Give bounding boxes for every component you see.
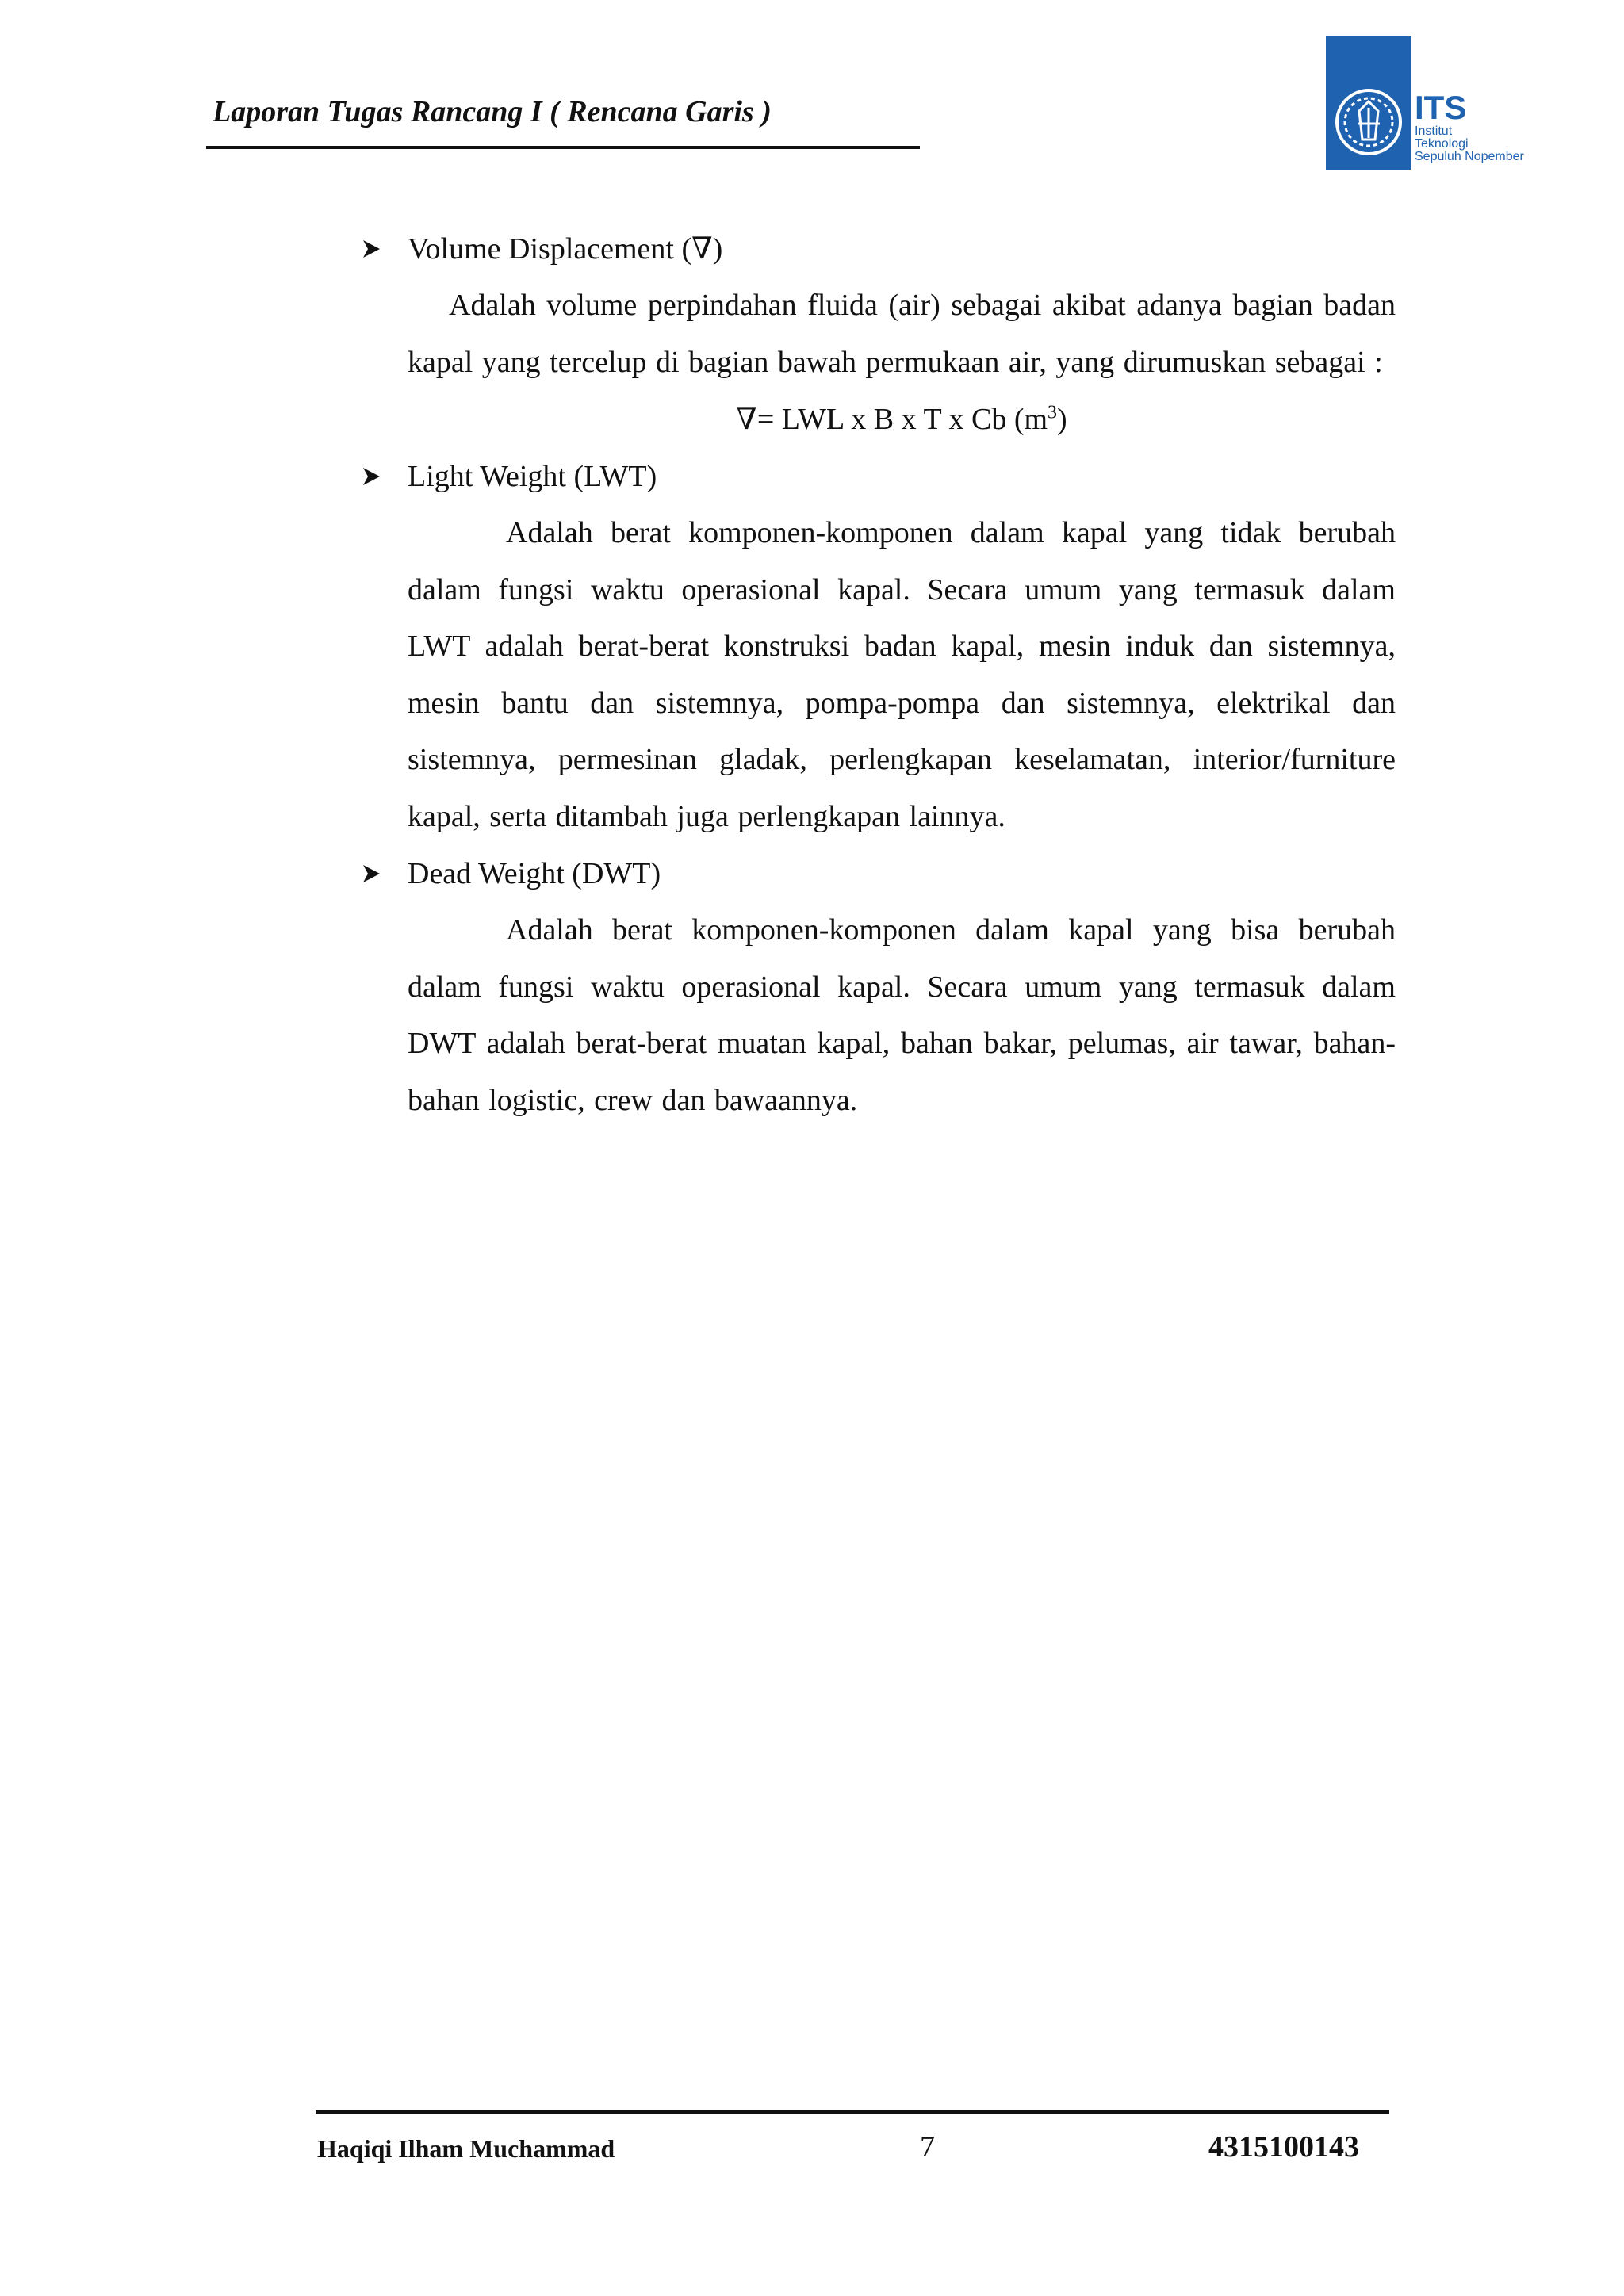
section-heading-dead-weight (355, 845, 1396, 902)
formula-end: ) (1057, 403, 1067, 436)
section-paragraph-volume-displacement: Adalah volume perpindahan fluida (air) sebagai akibat adanya bagian badan kapal yang tercelup di bagian bawah permukaan air, yang dirumuskan sebagai : (408, 289, 1396, 379)
section-heading-text: Volume Displacement (∇) (408, 232, 723, 266)
section-heading-text: Dead Weight (DWT) (408, 857, 661, 890)
footer-student-id: 4315100143 (1208, 2130, 1359, 2164)
arrow-bullet-icon (355, 220, 387, 277)
logo-line-1: Institut (1415, 124, 1453, 138)
header-divider (206, 146, 920, 149)
footer-divider (316, 2110, 1389, 2114)
footer-page-number: 7 (920, 2130, 935, 2164)
section-paragraph-dead-weight: Adalah berat komponen-komponen dalam kapal yang bisa berubah dalam fungsi waktu operasional kapal. Secara umum yang termasuk dalam DWT adalah berat-berat muatan kapal, bahan bakar, pelumas, air tawar, bahan-bahan logistic, crew dan bawaannya. (408, 913, 1396, 1117)
formula-text: ∇= LWL x B x T x Cb (m (736, 403, 1048, 436)
logo-acronym: ITS (1415, 89, 1467, 126)
section-heading-text: Light Weight (LWT) (408, 460, 657, 493)
displacement-formula (408, 391, 1396, 448)
section-heading-light-weight (355, 448, 1396, 505)
section-paragraph-light-weight: Adalah berat komponen-komponen dalam kapal yang tidak berubah dalam fungsi waktu operasional kapal. Secara umum yang termasuk dalam LWT adalah berat-berat konstruksi badan kapal, mesin induk dan sistemnya, mesin bantu dan sistemnya, pompa-pompa dan sistemnya, elektrikal dan sistemnya, permesinan gladak, perlengkapan keselamatan, interior/furniture kapal, serta ditambah juga perlengkapan lainnya. (408, 516, 1396, 833)
logo-line-3: Sepuluh Nopember (1415, 150, 1524, 163)
section-heading-volume-displacement (355, 220, 1396, 277)
main-content (355, 220, 1396, 1129)
header-title: Laporan Tugas Rancang I ( Rencana Garis ) (213, 95, 772, 128)
formula-superscript: 3 (1048, 402, 1058, 423)
arrow-bullet-icon (355, 845, 387, 902)
its-logo (1324, 35, 1554, 174)
arrow-bullet-icon (355, 448, 387, 505)
logo-line-2: Teknologi (1415, 137, 1469, 151)
footer-author: Haqiqi Ilham Muchammad (317, 2134, 615, 2163)
